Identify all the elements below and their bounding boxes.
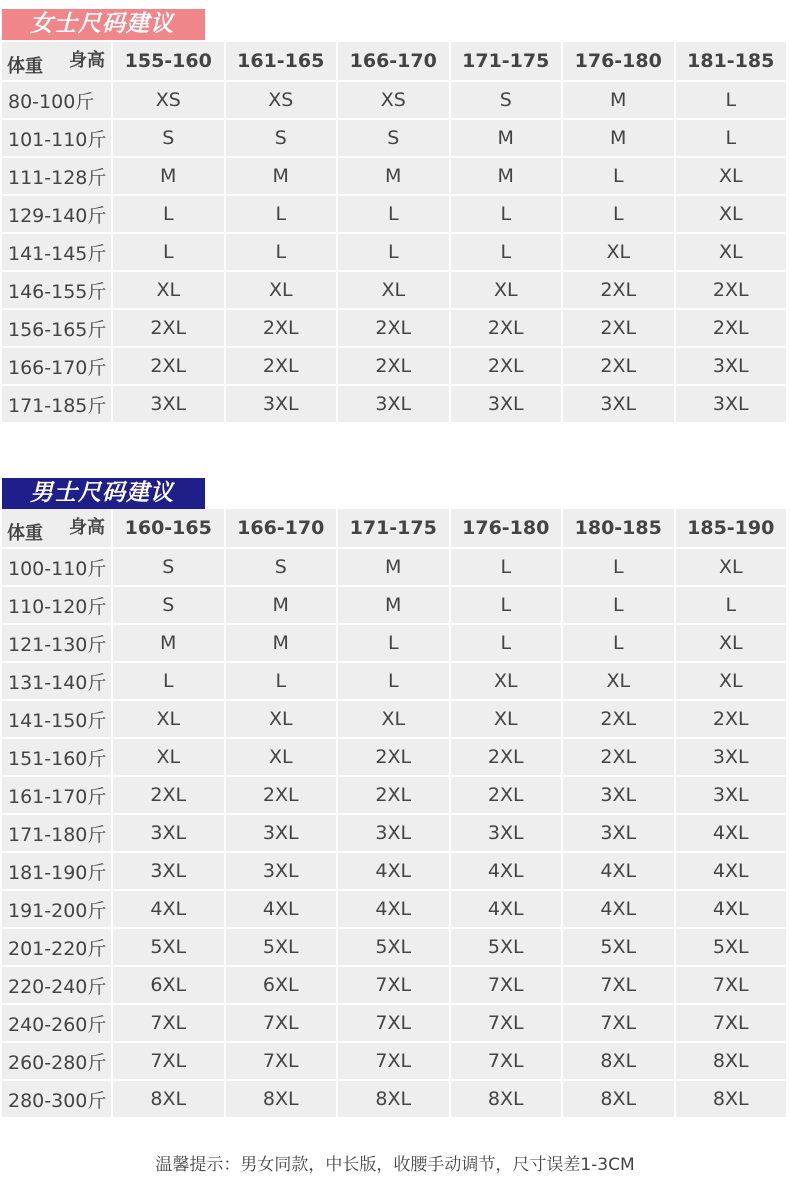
weight-cell: 100-110斤 [2,549,111,585]
table-row [2,853,786,889]
size-cell: L [113,663,224,699]
size-cell: 8XL [676,1081,787,1117]
size-cell: L [226,234,337,270]
size-cell: S [226,120,337,156]
corner-cell [2,42,111,80]
size-cell: 3XL [676,777,787,813]
size-cell: 5XL [563,929,674,965]
height-header-cell: 171-175 [338,509,449,547]
size-cell: S [226,549,337,585]
men-size-title: 男士尺码建议 [2,478,205,509]
size-cell: L [451,549,562,585]
size-cell: L [563,158,674,194]
size-cell: 7XL [563,967,674,1003]
size-cell: 3XL [226,386,337,422]
size-cell: 3XL [451,815,562,851]
size-cell: XL [113,701,224,737]
men-size-table [0,507,788,1119]
size-cell: 2XL [563,701,674,737]
size-cell: XL [226,739,337,775]
size-cell: L [676,82,787,118]
height-header-cell: 166-170 [226,509,337,547]
size-cell: 2XL [563,272,674,308]
weight-cell: 201-220斤 [2,929,111,965]
weight-cell: 181-190斤 [2,853,111,889]
size-cell: L [338,625,449,661]
size-cell: 7XL [563,1005,674,1041]
size-cell: 7XL [226,1043,337,1079]
size-cell: L [451,196,562,232]
table-row [2,777,786,813]
size-cell: M [226,587,337,623]
table-row [2,701,786,737]
size-cell: 2XL [113,310,224,346]
size-cell: 3XL [563,777,674,813]
size-cell: XL [113,739,224,775]
size-cell: 4XL [451,853,562,889]
height-axis-label: 身高 [69,517,105,538]
size-cell: L [113,234,224,270]
size-cell: L [451,234,562,270]
size-cell: 2XL [226,310,337,346]
size-cell: XL [338,272,449,308]
size-cell: 8XL [113,1081,224,1117]
size-cell: 3XL [676,348,787,384]
table-row [2,310,786,346]
size-cell: 2XL [676,272,787,308]
size-cell: S [113,587,224,623]
size-cell: 7XL [338,1005,449,1041]
size-cell: 6XL [226,967,337,1003]
table-row [2,386,786,422]
size-cell: XL [563,663,674,699]
size-cell: 2XL [451,348,562,384]
size-cell: L [338,663,449,699]
size-cell: L [563,587,674,623]
size-cell: 4XL [338,891,449,927]
weight-cell: 101-110斤 [2,120,111,156]
size-cell: 3XL [676,386,787,422]
size-cell: XL [113,272,224,308]
size-cell: 2XL [113,348,224,384]
size-cell: XL [226,701,337,737]
size-cell: M [113,625,224,661]
size-cell: 7XL [676,967,787,1003]
table-header-row [2,509,786,547]
table-row [2,120,786,156]
size-cell: XL [226,272,337,308]
size-cell: 2XL [451,739,562,775]
weight-cell: 171-180斤 [2,815,111,851]
size-cell: 3XL [563,386,674,422]
size-cell: 7XL [226,1005,337,1041]
size-cell: 4XL [676,891,787,927]
size-cell: L [113,196,224,232]
table-row [2,549,786,585]
size-cell: 6XL [113,967,224,1003]
size-cell: 2XL [338,310,449,346]
table-row [2,158,786,194]
size-cell: L [676,587,787,623]
size-cell: XL [338,701,449,737]
size-cell: S [113,120,224,156]
size-cell: 2XL [338,348,449,384]
size-cell: L [563,196,674,232]
size-cell: XL [676,625,787,661]
table-row [2,967,786,1003]
height-header-cell: 171-175 [451,42,562,80]
weight-cell: 110-120斤 [2,587,111,623]
weight-cell: 191-200斤 [2,891,111,927]
size-cell: S [338,120,449,156]
size-cell: 3XL [338,386,449,422]
size-cell: 4XL [563,853,674,889]
size-cell: M [563,120,674,156]
weight-cell: 220-240斤 [2,967,111,1003]
weight-cell: 151-160斤 [2,739,111,775]
size-footnote: 温馨提示：男女同款，中长版，收腰手动调节，尺寸误差1-3CM [155,1155,635,1175]
size-cell: 8XL [563,1043,674,1079]
height-header-cell: 176-180 [563,42,674,80]
height-header-cell: 166-170 [338,42,449,80]
size-cell: M [451,158,562,194]
size-cell: 8XL [226,1081,337,1117]
table-row [2,348,786,384]
weight-cell: 156-165斤 [2,310,111,346]
corner-cell [2,509,111,547]
women-size-table [0,40,788,424]
size-cell: L [563,625,674,661]
size-cell: XS [113,82,224,118]
size-cell: XL [563,234,674,270]
size-cell: M [338,549,449,585]
size-cell: XL [676,663,787,699]
table-row [2,234,786,270]
size-cell: 3XL [113,815,224,851]
weight-axis-label: 体重 [7,56,43,77]
size-cell: 4XL [451,891,562,927]
size-cell: S [113,549,224,585]
size-cell: M [563,82,674,118]
table-row [2,1081,786,1117]
height-header-cell: 176-180 [451,509,562,547]
weight-cell: 146-155斤 [2,272,111,308]
size-cell: 7XL [113,1043,224,1079]
size-cell: 7XL [338,1043,449,1079]
size-cell: 2XL [563,310,674,346]
size-cell: M [226,158,337,194]
table-row [2,1005,786,1041]
weight-cell: 161-170斤 [2,777,111,813]
size-cell: 2XL [676,310,787,346]
size-cell: 2XL [563,739,674,775]
size-cell: 2XL [226,348,337,384]
size-cell: M [451,120,562,156]
size-cell: 2XL [226,777,337,813]
size-cell: L [451,587,562,623]
size-cell: 2XL [451,777,562,813]
weight-cell: 80-100斤 [2,82,111,118]
weight-cell: 131-140斤 [2,663,111,699]
size-cell: L [338,196,449,232]
size-cell: 4XL [676,853,787,889]
height-axis-label: 身高 [69,50,105,71]
size-cell: M [113,158,224,194]
size-cell: 7XL [451,967,562,1003]
size-cell: L [451,625,562,661]
table-row [2,625,786,661]
weight-cell: 240-260斤 [2,1005,111,1041]
table-row [2,272,786,308]
size-cell: 3XL [113,853,224,889]
size-cell: XL [676,234,787,270]
height-header-cell: 180-185 [563,509,674,547]
table-row [2,929,786,965]
size-cell: 5XL [226,929,337,965]
size-cell: 2XL [338,739,449,775]
size-cell: L [563,549,674,585]
size-cell: 8XL [451,1081,562,1117]
size-cell: XL [676,158,787,194]
table-row [2,1043,786,1079]
size-cell: 2XL [563,348,674,384]
size-cell: 3XL [226,815,337,851]
size-cell: 8XL [676,1043,787,1079]
size-cell: XL [451,701,562,737]
height-header-cell: 161-165 [226,42,337,80]
women-size-title: 女士尺码建议 [2,9,205,40]
table-row [2,663,786,699]
size-cell: 3XL [451,386,562,422]
weight-cell: 129-140斤 [2,196,111,232]
weight-cell: 141-145斤 [2,234,111,270]
size-cell: XS [226,82,337,118]
size-cell: 3XL [226,853,337,889]
size-cell: 2XL [676,701,787,737]
size-cell: XL [676,196,787,232]
table-row [2,82,786,118]
size-cell: L [338,234,449,270]
weight-cell: 121-130斤 [2,625,111,661]
height-header-cell: 155-160 [113,42,224,80]
size-cell: M [226,625,337,661]
size-cell: 8XL [338,1081,449,1117]
weight-axis-label: 体重 [7,523,43,544]
size-cell: 5XL [338,929,449,965]
height-header-cell: 160-165 [113,509,224,547]
size-cell: 2XL [113,777,224,813]
table-row [2,739,786,775]
size-cell: 3XL [676,739,787,775]
size-cell: 3XL [113,386,224,422]
table-row [2,587,786,623]
size-cell: M [338,158,449,194]
size-cell: 7XL [451,1043,562,1079]
size-cell: XL [451,272,562,308]
size-cell: XL [451,663,562,699]
size-cell: M [338,587,449,623]
size-cell: XS [338,82,449,118]
size-cell: XL [676,549,787,585]
table-row [2,196,786,232]
size-cell: L [676,120,787,156]
height-header-cell: 181-185 [676,42,787,80]
size-cell: 3XL [338,815,449,851]
size-cell: 7XL [676,1005,787,1041]
size-cell: L [226,196,337,232]
weight-cell: 171-185斤 [2,386,111,422]
size-cell: 5XL [676,929,787,965]
size-cell: 4XL [226,891,337,927]
size-cell: 2XL [338,777,449,813]
size-cell: 4XL [563,891,674,927]
weight-cell: 141-150斤 [2,701,111,737]
size-cell: 3XL [563,815,674,851]
size-cell: 4XL [338,853,449,889]
size-cell: 2XL [451,310,562,346]
table-row [2,815,786,851]
size-cell: S [451,82,562,118]
size-cell: 7XL [451,1005,562,1041]
size-cell: 5XL [113,929,224,965]
size-cell: 8XL [563,1081,674,1117]
size-cell: 4XL [676,815,787,851]
size-cell: 4XL [113,891,224,927]
height-header-cell: 185-190 [676,509,787,547]
size-cell: 7XL [113,1005,224,1041]
weight-cell: 166-170斤 [2,348,111,384]
table-row [2,891,786,927]
size-cell: 5XL [451,929,562,965]
size-cell: 7XL [338,967,449,1003]
weight-cell: 280-300斤 [2,1081,111,1117]
weight-cell: 111-128斤 [2,158,111,194]
weight-cell: 260-280斤 [2,1043,111,1079]
size-cell: L [226,663,337,699]
table-header-row [2,42,786,80]
